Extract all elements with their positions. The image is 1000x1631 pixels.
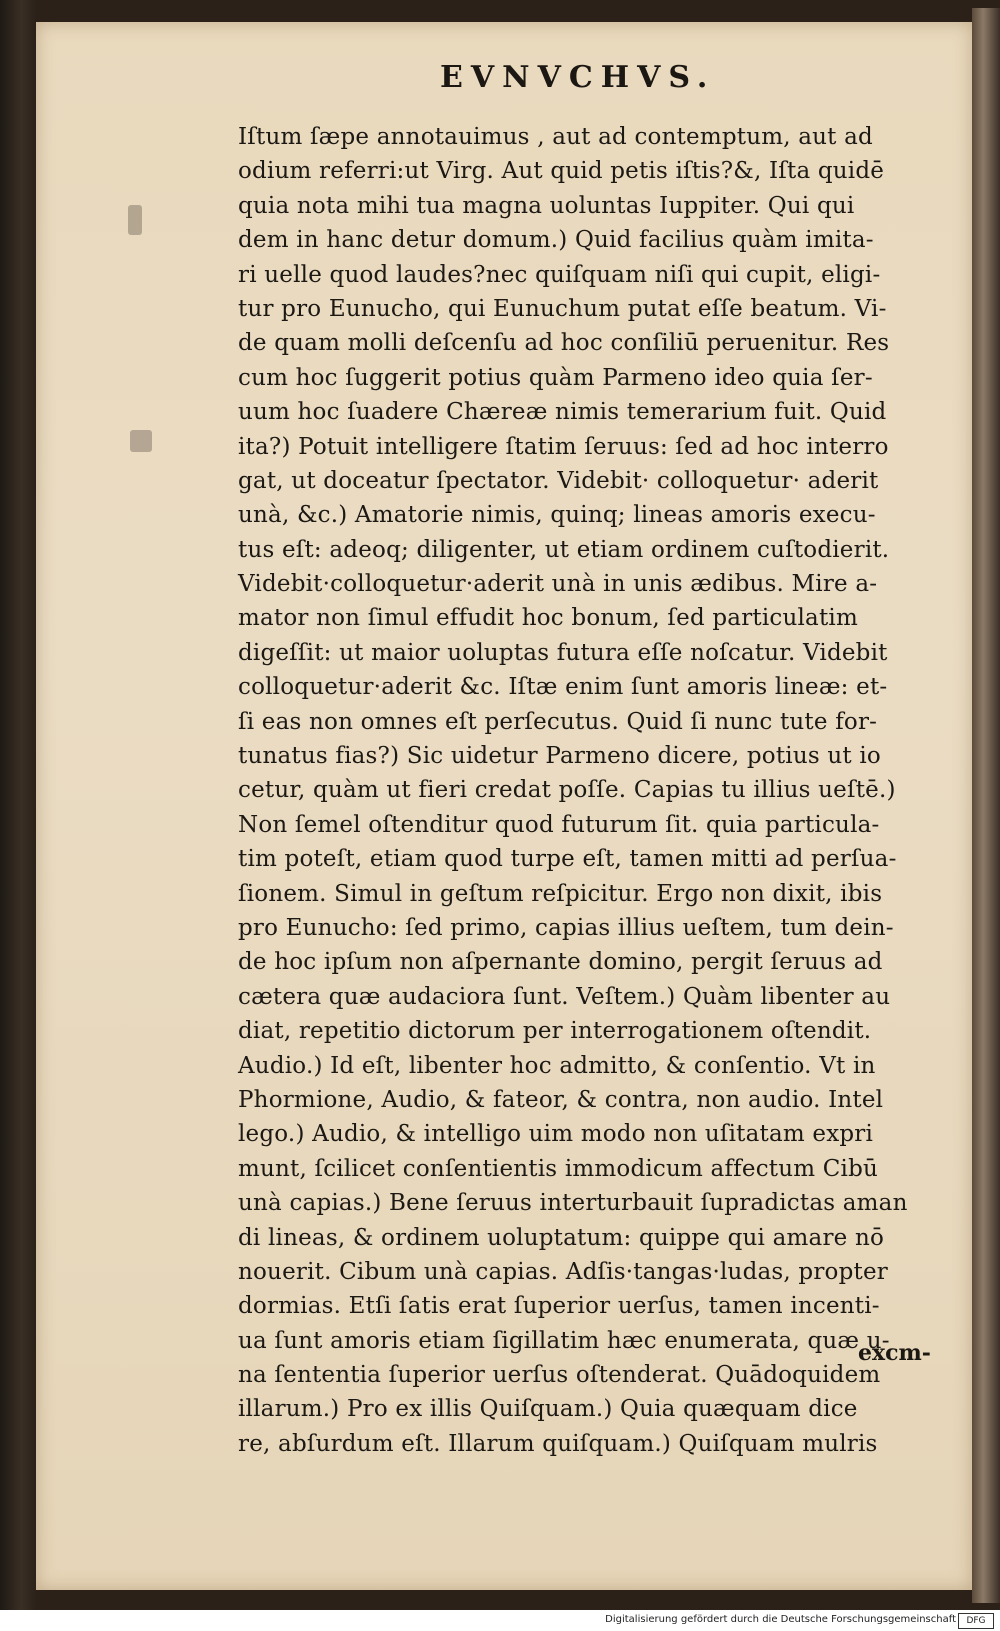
text-line: diat, repetitio dictorum per interrogationem oſtendit.: [238, 1018, 872, 1045]
text-line: cætera quæ audaciora ſunt. Veſtem.) Quàm libenter au: [238, 983, 891, 1010]
text-line: odium referri:ut Virg. Aut quid petis iſtis?&, Iſta quidē: [238, 158, 885, 185]
text-line: Iſtum ſæpe annotauimus , aut ad contemptum, aut ad: [238, 124, 873, 150]
text-line: de quam molli deſcenſu ad hoc conſiliū peruenitur. Res: [238, 330, 890, 357]
text-line: tim poteſt, etiam quod turpe eſt, tamen mitti ad perſua-: [238, 846, 897, 873]
text-line: tur pro Eunucho, qui Eunuchum putat eſſe beatum. Vi-: [238, 295, 887, 322]
text-line: munt, ſcilicet conſentientis immodicum affectum Cibū: [238, 1155, 879, 1182]
funding-credit: Digitalisierung gefördert durch die Deutsche Forschungsgemeinschaft: [605, 1614, 956, 1625]
digitization-footer: [0, 1610, 1000, 1631]
text-line: ua ſunt amoris etiam ſigillatim hæc enumerata, quæ u-: [238, 1327, 890, 1354]
text-line: na ſententia ſuperior uerſus oſtenderat. Quādoquidem: [238, 1362, 881, 1389]
text-line: digeſſit: ut maior uoluptas futura eſſe noſcatur. Videbit: [238, 639, 888, 666]
text-line: de hoc ipſum non aſpernante domino, pergit ſeruus ad: [238, 949, 883, 976]
text-line: tunatus fias?) Sic uidetur Parmeno dicere, potius ut io: [238, 743, 881, 770]
text-line: pro Eunucho: ſed primo, capias illius ueſtem, tum dein-: [238, 914, 894, 941]
text-line: cum hoc ſuggerit potius quàm Parmeno ideo quia ſer-: [238, 364, 873, 391]
text-line: Videbit·colloquetur·aderit unà in unis ædibus. Mire a-: [238, 571, 878, 598]
page-body-text: [238, 120, 948, 1461]
text-line: di lineas, & ordinem uoluptatum: quippe qui amare nō: [238, 1224, 885, 1251]
text-line: ſionem. Simul in geſtum reſpicitur. Ergo non dixit, ibis: [238, 880, 883, 907]
text-line: nouerit. Cibum unà capias. Adſis·tangas·ludas, propter: [238, 1258, 888, 1285]
text-line: unà, &c.) Amatorie nimis, quinq; lineas amoris execu-: [238, 502, 876, 529]
text-line: unà capias.) Bene ſeruus interturbauit ſupradictas aman: [238, 1190, 908, 1217]
text-line: dem in hanc detur domum.) Quid facilius quàm imita-: [238, 227, 874, 254]
text-line: gat, ut doceatur ſpectator. Videbit· colloquetur· aderit: [238, 467, 879, 494]
text-line: uum hoc ſuadere Chæreæ nimis temerarium fuit. Quid: [238, 399, 887, 426]
text-line: colloquetur·aderit &c. Iſtæ enim ſunt amoris lineæ: et-: [238, 674, 888, 701]
text-line: illarum.) Pro ex illis Quiſquam.) Quia quæquam dice: [238, 1396, 858, 1423]
catchword: excm-: [858, 1340, 931, 1366]
text-line: re, abſurdum eſt. Illarum quiſquam.) Quiſquam mulris: [238, 1430, 878, 1457]
text-line: ita?) Potuit intelligere ſtatim ſeruus: ſed ad hoc interro: [238, 433, 889, 460]
text-line: ſi eas non omnes eſt perſecutus. Quid ſi nunc tute for-: [238, 708, 878, 735]
text-line: quia nota mihi tua magna uoluntas Iuppiter. Qui qui: [238, 192, 855, 219]
text-line: Phormione, Audio, & fateor, & contra, non audio. Intel: [238, 1086, 884, 1113]
book-spine: [0, 0, 36, 1610]
text-line: ri uelle quod laudes?nec quiſquam niſi qui cupit, eligi-: [238, 261, 881, 288]
bleed-through-mark: [128, 205, 142, 235]
text-line: mator non ſimul effudit hoc bonum, ſed particulatim: [238, 605, 858, 632]
text-line: Audio.) Id eſt, libenter hoc admitto, & conſentio. Vt in: [238, 1052, 876, 1079]
dfg-logo-icon: DFG: [958, 1613, 994, 1629]
text-line: Non ſemel oſtenditur quod futurum ſit. quia particula-: [238, 811, 880, 838]
text-line: dormias. Etſi ſatis erat ſuperior uerſus, tamen incenti-: [238, 1293, 880, 1320]
book-edge: [972, 8, 1000, 1603]
text-line: tus eſt: adeoq; diligenter, ut etiam ordinem cuſtodierit.: [238, 536, 890, 563]
text-line: lego.) Audio, & intelligo uim modo non uſitatam expri: [238, 1121, 874, 1148]
text-line: cetur, quàm ut fieri credat poſſe. Capias tu illius ueſtē.): [238, 777, 896, 804]
bleed-through-mark: [130, 430, 152, 452]
running-header: EVNVCHVS.: [440, 60, 716, 95]
